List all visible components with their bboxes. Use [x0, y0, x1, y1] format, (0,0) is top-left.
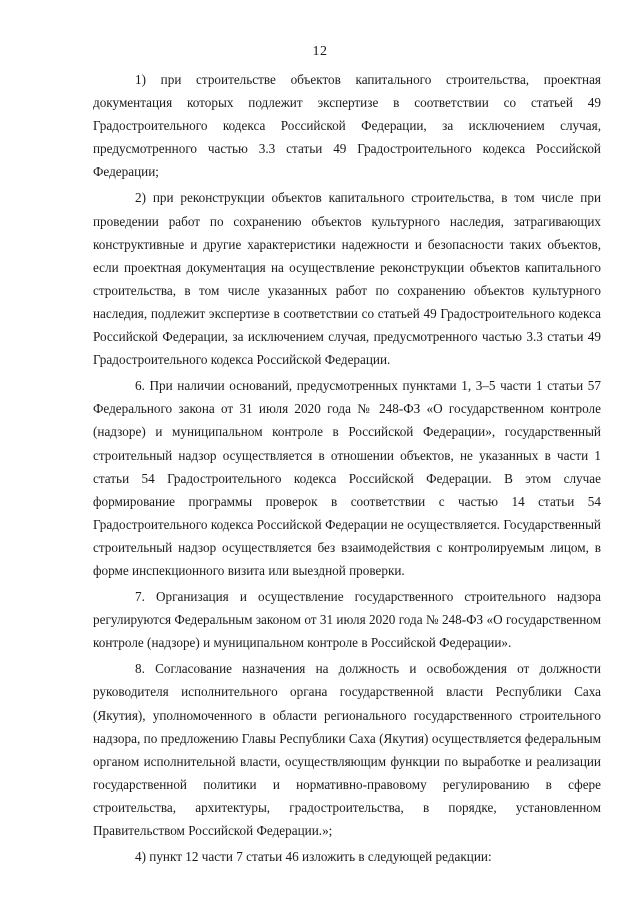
- page-number: 12: [312, 44, 328, 59]
- paragraph-section-7: 7. Организация и осуществление государственного строительного надзора регулируются Федеральным законом от 31 июля 2020 года № 248-ФЗ «О государственном контроле (надзоре) и муниципальном контроле в Российской Федерации».: [93, 589, 601, 651]
- paragraph-item-4: 4) пункт 12 части 7 статьи 46 изложить в следующей редакции:: [135, 849, 492, 865]
- paragraph-item-2: 2) при реконструкции объектов капитального строительства, в том числе при проведении работ по сохранению объектов культурного наследия, затрагивающих конструктивные и другие характеристики надежности и безопасности таких объектов, если проектная документация на осуществление реконструкции объектов капитального строительства, в том числе указанных работ по сохранению объектов культурного наследия, подлежит экспертизе в соответствии со статьей 49 Градостроительного кодекса Российской Федерации, за исключением случая, предусмотренного частью 3.3 статьи 49 Градостроительного кодекса Российской Федерации.: [93, 190, 601, 368]
- paragraph-item-1: 1) при строительстве объектов капитального строительства, проектная документация которых подлежит экспертизе в соответствии со статьей 49 Градостроительного кодекса Российской Федерации, за исключением случая, предусмотренного частью 3.3 статьи 49 Градостроительного кодекса Российской Федерации;: [93, 72, 601, 180]
- paragraph-section-6: 6. При наличии оснований, предусмотренных пунктами 1, 3–5 части 1 статьи 57 Федерального закона от 31 июля 2020 года № 248-ФЗ «О государственном контроле (надзоре) и муниципальном контроле в Российской Федерации», государственный строительный надзор осуществляется в отношении объектов, не указанных в части 1 статьи 54 Градостроительного кодекса Российской Федерации. В этом случае формирование программы проверок в соответствии с частью 14 статьи 54 Градостроительного кодекса Российской Федерации не осуществляется. Государственный строительный надзор осуществляется без взаимодействия с контролируемым лицом, в форме инспекционного визита или выездной проверки.: [93, 378, 601, 578]
- paragraph-section-8: 8. Согласование назначения на должность и освобождения от должности руководителя исполнительного органа государственной власти Республики Саха (Якутия), уполномоченного в области регионального государственного строительного надзора, по предложению Главы Республики Саха (Якутия) осуществляется федеральным органом исполнительной власти, осуществляющим функции по выработке и реализации государственной политики и нормативно-правовому регулированию в сфере строительства, архитектуры, градостроительства, в порядке, установленном Правительством Российской Федерации.»;: [93, 661, 601, 838]
- document-body: [93, 68, 601, 871]
